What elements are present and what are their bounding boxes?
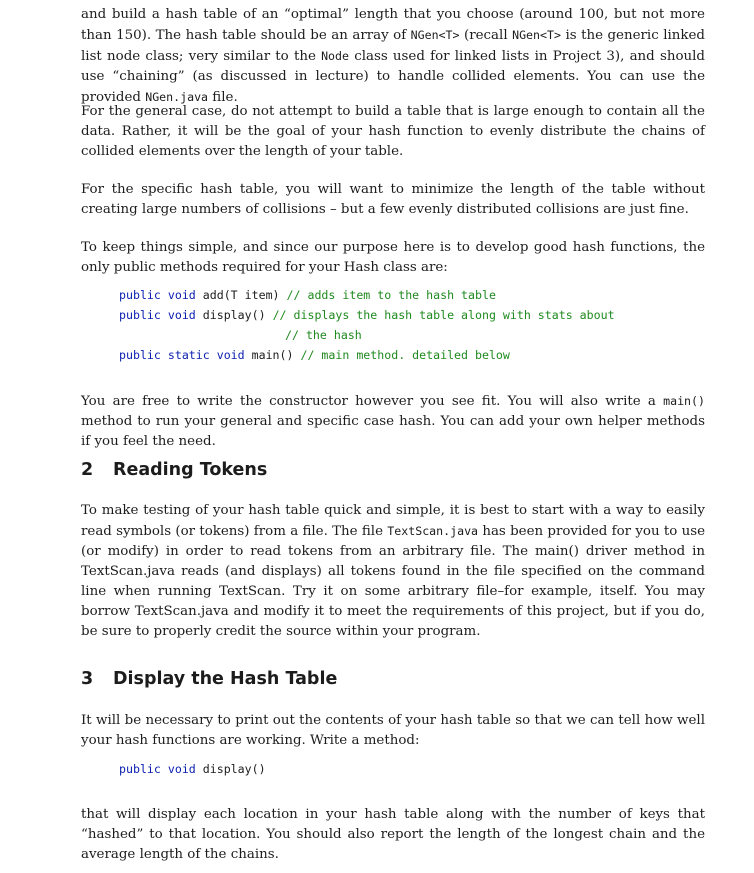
code-line: public void add(T item) // adds item to the hash table (119, 288, 496, 302)
code-line: public static void main() // main method. detailed below (119, 348, 510, 362)
code-line: // the hash (285, 328, 362, 342)
paragraph-hash-table-intro: and build a hash table of an “optimal” length that you choose (around 100, but not more than 150). The hash table should be an array of NGen<T> (recall NGen<T> is the generic linked list node class; very similar to the Node class used for linked lists in Project 3), and should use “chaining” (as discussed in lecture) to handle collided elements. You can use the provided NGen.java file. (81, 7, 705, 105)
inline-code: NGen<T> (410, 28, 460, 42)
section-heading-display-hash-table: 3 Display the Hash Table (81, 669, 338, 689)
inline-code: main() (663, 394, 705, 408)
paragraph-constructor: You are free to write the constructor however you see fit. You will also write a main() method to run your general and specific case hash. You can add your own helper methods if you feel the need. (81, 394, 705, 449)
inline-code: NGen<T> (512, 28, 561, 42)
paragraph-reading-tokens: To make testing of your hash table quick and simple, it is best to start with a way to easily read symbols (or tokens) from a file. The file TextScan.java has been provided for you to use (or modify) in order to read tokens from an arbitrary file. The main() driver method in TextScan.java reads (and displays) all tokens found in the file specified on the command line when running TextScan. Try it on some arbitrary file–for example, itself. You may borrow TextScan.java and modify it to meet the requirements of this project, but if you do, be sure to properly credit the source within your program. (81, 503, 705, 639)
paragraph-specific-case: For the specific hash table, you will want to minimize the length of the table without creating large numbers of collisions – but a few evenly distributed collisions are just fine. (81, 182, 705, 217)
paragraph-public-methods: To keep things simple, and since our purpose here is to develop good hash functions, the only public methods required for your Hash class are: (81, 240, 705, 275)
inline-code: NGen.java (145, 90, 209, 104)
section-heading-reading-tokens: 2 Reading Tokens (81, 460, 268, 480)
paragraph-display-details: that will display each location in your hash table along with the number of keys that “hashed” to that location. You should also report the length of the longest chain and the average length of the chains. (81, 807, 705, 862)
code-block-display: public void display() (119, 762, 266, 776)
paragraph-display-intro: It will be necessary to print out the contents of your hash table so that we can tell how well your hash functions are working. Write a method: (81, 713, 705, 748)
inline-code: TextScan.java (387, 524, 479, 538)
code-line: public void display() // displays the hash table along with stats about (119, 308, 615, 322)
paragraph-general-case: For the general case, do not attempt to build a table that is large enough to contain all the data. Rather, it will be the goal of your hash function to evenly distribute the chains of collided elements over the length of your table. (81, 104, 705, 159)
inline-code: Node (321, 49, 349, 63)
